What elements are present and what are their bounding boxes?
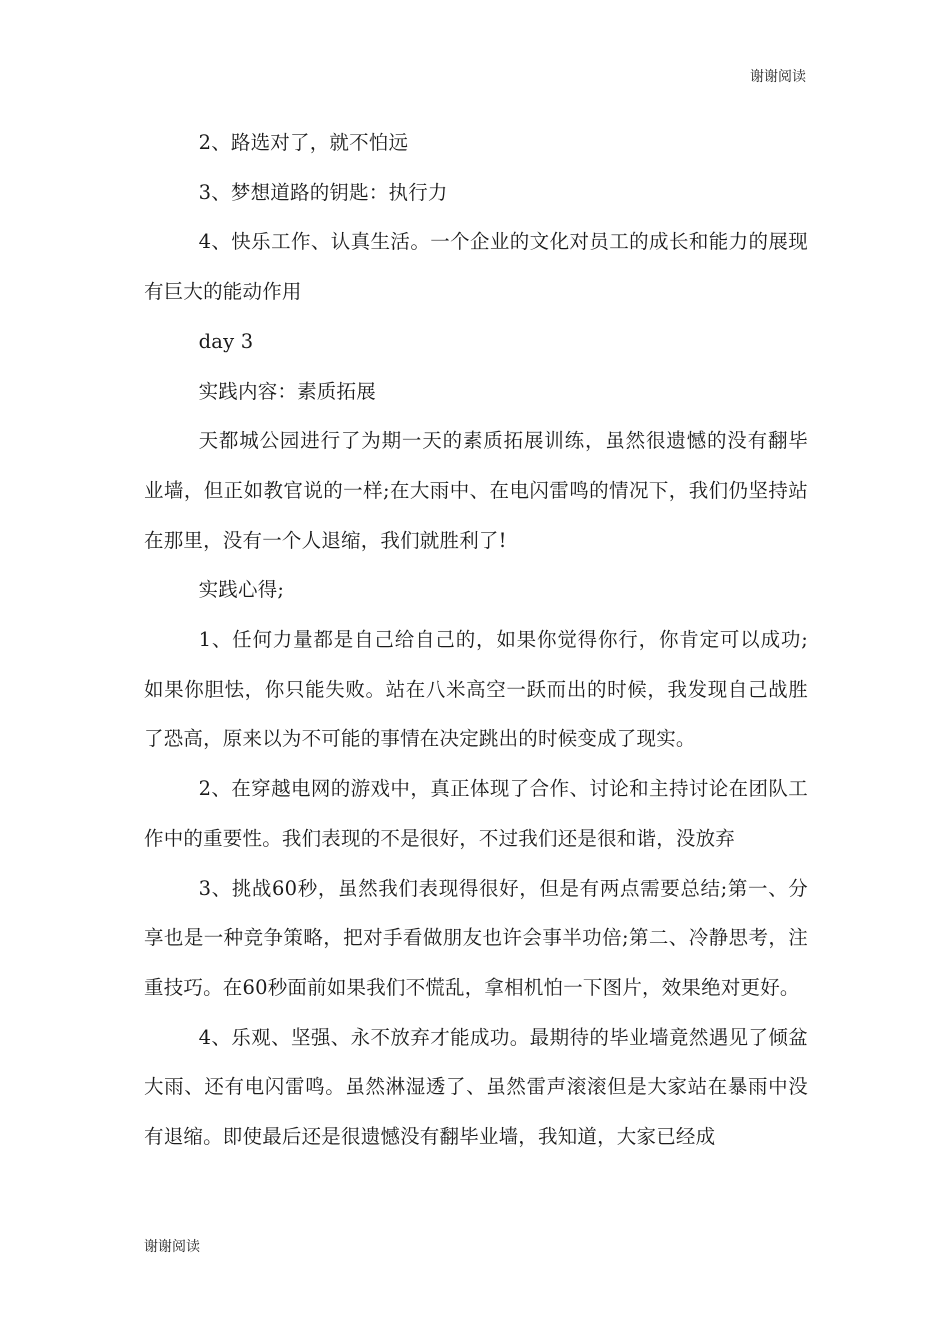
training-summary: 天都城公园进行了为期一天的素质拓展训练，虽然很遗憾的没有翻毕业墙，但正如教官说的一样;在大雨中、在电闪雷鸣的情况下，我们仍坚持站在那里，没有一个人退缩，我们就胜利了! [144,429,808,552]
header-note: 谢谢阅读 [750,69,806,85]
paragraph-point-4: 4、快乐工作、认真生活。一个企业的文化对员工的成长和能力的展现有巨大的能动作用 [144,230,808,304]
paragraph-point-3: 3、梦想道路的钥匙：执行力 [198,180,448,204]
footer-note: 谢谢阅读 [144,1239,200,1255]
reflection-2: 2、在穿越电网的游戏中，真正体现了合作、讨论和主持讨论在团队工作中的重要性。我们表现的不是很好，不过我们还是很和谐，没放弃 [144,777,808,850]
reflection-4: 4、乐观、坚强、永不放弃才能成功。最期待的毕业墙竟然遇见了倾盆大雨、还有电闪雷鸣。虽然淋湿透了、虽然雷声滚滚但是大家站在暴雨中没有退缩。即使最后还是很遗憾没有翻毕业墙，我知道，大家已经成 [144,1025,808,1149]
practice-reflection-heading: 实践心得; [198,578,285,602]
reflection-1: 1、任何力量都是自己给自己的，如果你觉得你行，你肯定可以成功;如果你胆怯，你只能失败。站在八米高空一跃而出的时候，我发现自己战胜了恐高，原来以为不可能的事情在决定跳出的时候变成了现实。 [144,628,808,751]
document-body [144,118,808,1162]
paragraph-point-2: 2、路选对了，就不怕远 [198,131,409,154]
reflection-3: 3、挑战60秒，虽然我们表现得很好，但是有两点需要总结;第一、分享也是一种竞争策略，把对手看做朋友也许会事半功倍;第二、冷静思考，注重技巧。在60秒面前如果我们不慌乱，拿相机怕一下图片，效果绝对更好。 [144,876,808,999]
day-heading: day 3 [198,329,254,353]
practice-content: 实践内容：素质拓展 [198,379,376,403]
